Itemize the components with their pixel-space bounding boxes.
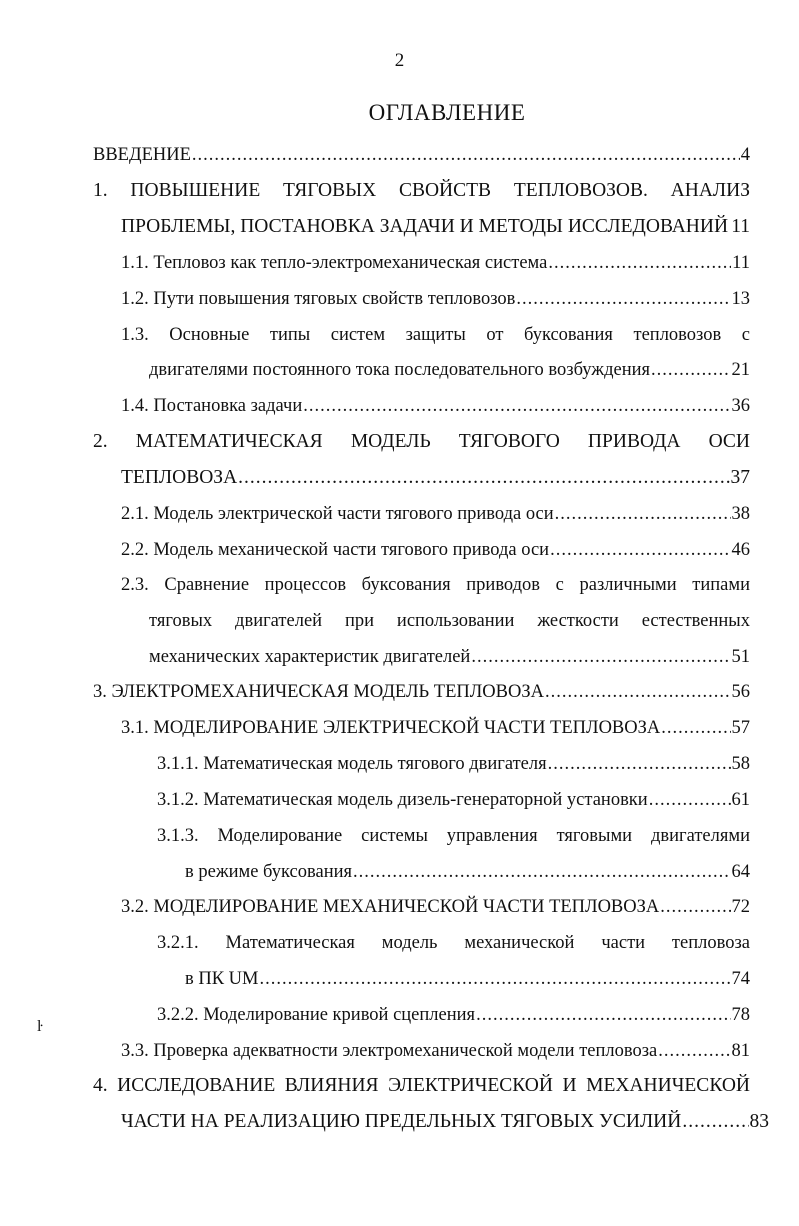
dot-leader [260,966,731,992]
dot-leader [471,644,730,670]
toc-entry-page: 36 [731,396,750,416]
toc-entry-2-3-line1[interactable]: 2.3. Сравнение процессов буксования приводов с различными типами [121,575,750,595]
toc-entry-3-1[interactable] [121,715,750,741]
toc-entry-ch2-line1[interactable]: 2. МАТЕМАТИЧЕСКАЯ МОДЕЛЬ ТЯГОВОГО ПРИВОДА ОСИ [93,431,750,452]
toc-entry-title: 3. ЭЛЕКТРОМЕХАНИЧЕСКАЯ МОДЕЛЬ ТЕПЛОВОЗА [93,682,544,702]
dot-leader [353,859,730,885]
dot-leader [545,679,731,705]
toc-entry-title: 1.1. Тепловоз как тепло-электромеханическая система [121,253,548,273]
toc-entry-2-3[interactable] [149,644,750,670]
page-number: 2 [394,50,405,71]
toc-entry-title: 1.2. Пути повышения тяговых свойств тепловозов [121,289,516,309]
toc-entry-3-1-3[interactable] [185,859,750,885]
toc-entry-title: ПРОБЛЕМЫ, ПОСТАНОВКА ЗАДАЧИ И МЕТОДЫ ИССЛЕДОВАНИЙ [121,216,729,237]
dot-leader [555,501,731,527]
toc-entry-title: в ПК UM [185,969,259,989]
toc-entry-page: 4 [740,145,750,165]
toc-entry-2-1[interactable] [121,501,750,527]
dot-leader [476,1002,730,1028]
toc-entry-3-3[interactable] [121,1038,750,1064]
toc-entry-title: 2.1. Модель электрической части тягового привода оси [121,504,554,524]
toc-entry-title: 3.1.2. Математическая модель дизель-генераторной установки [157,790,648,810]
dot-leader [548,250,731,276]
toc-entry-ch4-line1[interactable]: 4. ИССЛЕДОВАНИЕ ВЛИЯНИЯ ЭЛЕКТРИЧЕСКОЙ И МЕХАНИЧЕСКОЙ [93,1075,750,1096]
dot-leader [303,393,730,419]
dot-leader [682,1109,748,1135]
dot-leader [516,286,730,312]
toc-entry-page: 57 [731,718,750,738]
stray-mark: ŀ [37,1018,43,1035]
toc-entry-page: 78 [731,1005,750,1025]
toc-entry-1-4[interactable] [121,393,750,419]
toc-entry-page: 72 [731,897,750,917]
toc-entry-page: 81 [731,1041,750,1061]
toc-entry-page: 11 [731,216,750,237]
toc-entry-page: 74 [731,969,750,989]
toc-entry-intro[interactable] [93,142,750,168]
toc-entry-page: 38 [731,504,750,524]
toc-entry-3-2-1[interactable] [185,966,750,992]
toc-entry-ch4[interactable] [121,1109,769,1135]
toc-entry-title: 3.2.2. Моделирование кривой сцепления [157,1005,476,1025]
toc-entry-page: 64 [731,862,750,882]
dot-leader [238,465,729,491]
toc-entry-page: 83 [749,1111,769,1132]
toc-entry-ch3[interactable] [93,679,750,705]
toc-entry-1-2[interactable] [121,286,750,312]
dot-leader [548,751,731,777]
toc-entry-title: ВВЕДЕНИЕ [93,145,191,165]
dot-leader [729,214,730,240]
dot-leader [649,787,731,813]
toc-entry-ch2[interactable] [121,465,750,491]
toc-entry-2-3-line2[interactable]: тяговых двигателей при использовании жесткости естественных [149,611,750,631]
toc-entry-page: 11 [732,253,750,273]
toc-entry-title: ЧАСТИ НА РЕАЛИЗАЦИЮ ПРЕДЕЛЬНЫХ ТЯГОВЫХ УСИЛИЙ [121,1111,682,1132]
toc-entry-3-2[interactable] [121,894,750,920]
toc-entry-2-2[interactable] [121,537,750,563]
toc-entry-title: в режиме буксования [185,862,353,882]
toc-entry-3-2-2[interactable] [157,1002,750,1028]
toc-entry-3-2-1-line1[interactable]: 3.2.1. Математическая модель механической части тепловоза [157,933,750,953]
dot-leader [658,1038,730,1064]
toc-entry-3-1-3-line1[interactable]: 3.1.3. Моделирование системы управления тяговыми двигателями [157,826,750,846]
dot-leader [550,537,730,563]
toc-entry-title: механических характеристик двигателей [149,647,471,667]
toc-entry-page: 13 [731,289,750,309]
toc-entry-title: двигателями постоянного тока последовательного возбуждения [149,360,651,380]
toc-entry-3-1-1[interactable] [157,751,750,777]
toc-entry-page: 61 [731,790,750,810]
toc-entry-title: 3.2. МОДЕЛИРОВАНИЕ МЕХАНИЧЕСКОЙ ЧАСТИ ТЕПЛОВОЗА [121,897,660,917]
toc-entry-ch1-line1[interactable]: 1. ПОВЫШЕНИЕ ТЯГОВЫХ СВОЙСТВ ТЕПЛОВОЗОВ. АНАЛИЗ [93,180,750,201]
toc-entry-title: 2.2. Модель механической части тягового привода оси [121,540,550,560]
dot-leader [660,894,730,920]
toc-entry-page: 46 [731,540,750,560]
toc-entry-page: 58 [731,754,750,774]
toc-entry-title: 3.1. МОДЕЛИРОВАНИЕ ЭЛЕКТРИЧЕСКОЙ ЧАСТИ ТЕПЛОВОЗА [121,718,661,738]
dot-leader [661,715,730,741]
toc-entry-page: 21 [731,360,750,380]
toc-entry-1-1[interactable] [121,250,750,276]
toc-entry-1-3[interactable] [149,357,750,383]
toc-entry-title: 1.4. Постановка задачи [121,396,303,416]
toc-entry-title: 3.1.1. Математическая модель тягового двигателя [157,754,547,774]
toc-title: ОГЛАВЛЕНИЕ [368,100,526,125]
toc-entry-title: ТЕПЛОВОЗА [121,467,238,488]
dot-leader [192,142,740,168]
toc-entry-title: 3.3. Проверка адекватности электромеханической модели тепловоза [121,1041,658,1061]
toc-entry-ch1[interactable] [121,214,750,240]
toc-entry-page: 56 [731,682,750,702]
toc-entry-1-3-line1[interactable]: 1.3. Основные типы систем защиты от буксования тепловозов с [121,325,750,345]
dot-leader [651,357,730,383]
toc-entry-page: 37 [730,467,750,488]
toc-entry-3-1-2[interactable] [157,787,750,813]
toc-entry-page: 51 [731,647,750,667]
